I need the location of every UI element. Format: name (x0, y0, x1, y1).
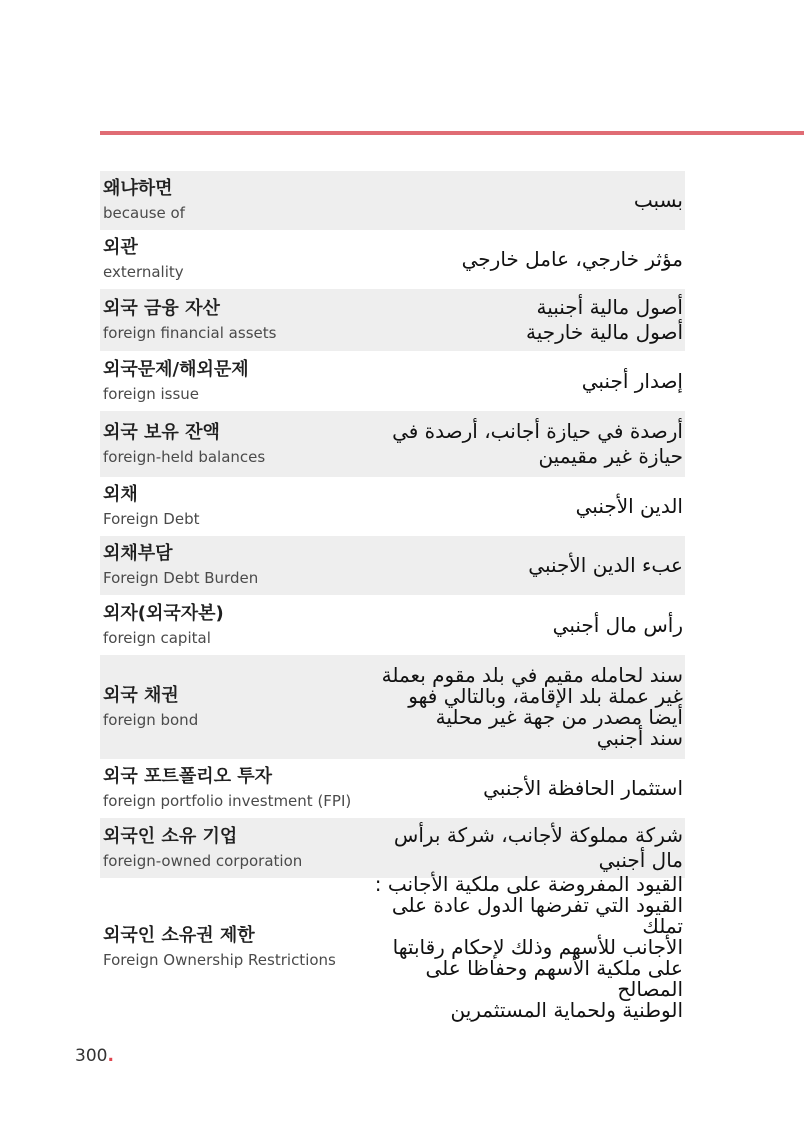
arabic-translation: الدين الأجنبي (575, 494, 683, 518)
glossary-row (100, 171, 685, 230)
korean-term: 외국 금융 자산 (103, 297, 220, 319)
korean-term: 외국문제/해외문제 (103, 358, 249, 380)
glossary-row (100, 871, 685, 1022)
korean-term: 외국인 소유 기업 (103, 825, 238, 847)
korean-term: 외국 포트폴리오 투자 (103, 766, 273, 787)
glossary-row (100, 536, 685, 595)
arabic-translation: بسبب (633, 188, 683, 212)
arabic-translation: سند لحامله مقيم في بلد مقوم بعملة غير عملة بلد الإقامة، وبالتالي فهو أيضا مصدر من جهة غير محلية سند أجنبي (381, 663, 683, 750)
arabic-translation: إصدار أجنبي (581, 368, 683, 393)
english-term: foreign bond (103, 710, 199, 729)
english-term: foreign-owned corporation (103, 851, 303, 870)
glossary-row (100, 477, 685, 536)
english-term: foreign capital (103, 628, 211, 647)
english-term: Foreign Debt Burden (103, 569, 259, 587)
korean-term: 외국인 소유권 제한 (103, 924, 255, 946)
english-term: Foreign Ownership Restrictions (103, 950, 336, 969)
glossary-row (100, 289, 685, 351)
glossary-row (100, 351, 685, 411)
english-term: foreign-held balances (103, 447, 266, 466)
english-term: because of (103, 204, 185, 222)
arabic-translation: عبء الدين الأجنبي (528, 553, 683, 577)
english-term: externality (103, 263, 184, 281)
glossary-row (100, 655, 685, 759)
glossary-row (100, 818, 685, 878)
glossary-table (100, 171, 685, 1022)
korean-term: 외채부담 (103, 543, 173, 564)
arabic-translation: رأس مال أجنبي (552, 612, 683, 637)
english-term: foreign financial assets (103, 323, 277, 342)
korean-term: 외자(외국자본) (103, 602, 224, 624)
page-number-dot: . (107, 1046, 114, 1066)
arabic-translation: مؤثر خارجي، عامل خارجي (461, 247, 683, 271)
arabic-translation: أصول مالية أجنبية أصول مالية خارجية (525, 295, 683, 344)
arabic-translation: استثمار الحافظة الأجنبي (483, 776, 683, 800)
english-term: foreign issue (103, 384, 200, 403)
glossary-row (100, 759, 685, 818)
arabic-translation: شركة مملوكة لأجانب، شركة برأس مال أجنبي (393, 823, 683, 872)
top-accent-rule (100, 131, 804, 135)
arabic-translation: أرصدة في حيازة أجانب، أرصدة في حيازة غير مقيمين (392, 419, 683, 468)
page-number-value: 300 (75, 1046, 108, 1066)
korean-term: 외채 (103, 484, 138, 505)
korean-term: 왜냐하면 (103, 178, 173, 199)
english-term: Foreign Debt (103, 510, 200, 528)
glossary-row (100, 595, 685, 655)
arabic-translation: القيود المفروضة على ملكية الأجانب : القيود التي تفرضها الدول عادة على تملك الأجانب للأسهم وذلك لإحكام رقابتها على ملكية الأسهم وحفاظا على المصالح الوطنية ولحماية المستثمرين (374, 871, 683, 1022)
glossary-row (100, 411, 685, 477)
english-term: foreign portfolio investment (FPI) (103, 792, 352, 810)
glossary-row (100, 230, 685, 289)
korean-term: 외관 (103, 237, 138, 258)
page-number (75, 1046, 114, 1066)
korean-term: 외국 채권 (103, 684, 179, 706)
korean-term: 외국 보유 잔액 (103, 421, 220, 443)
